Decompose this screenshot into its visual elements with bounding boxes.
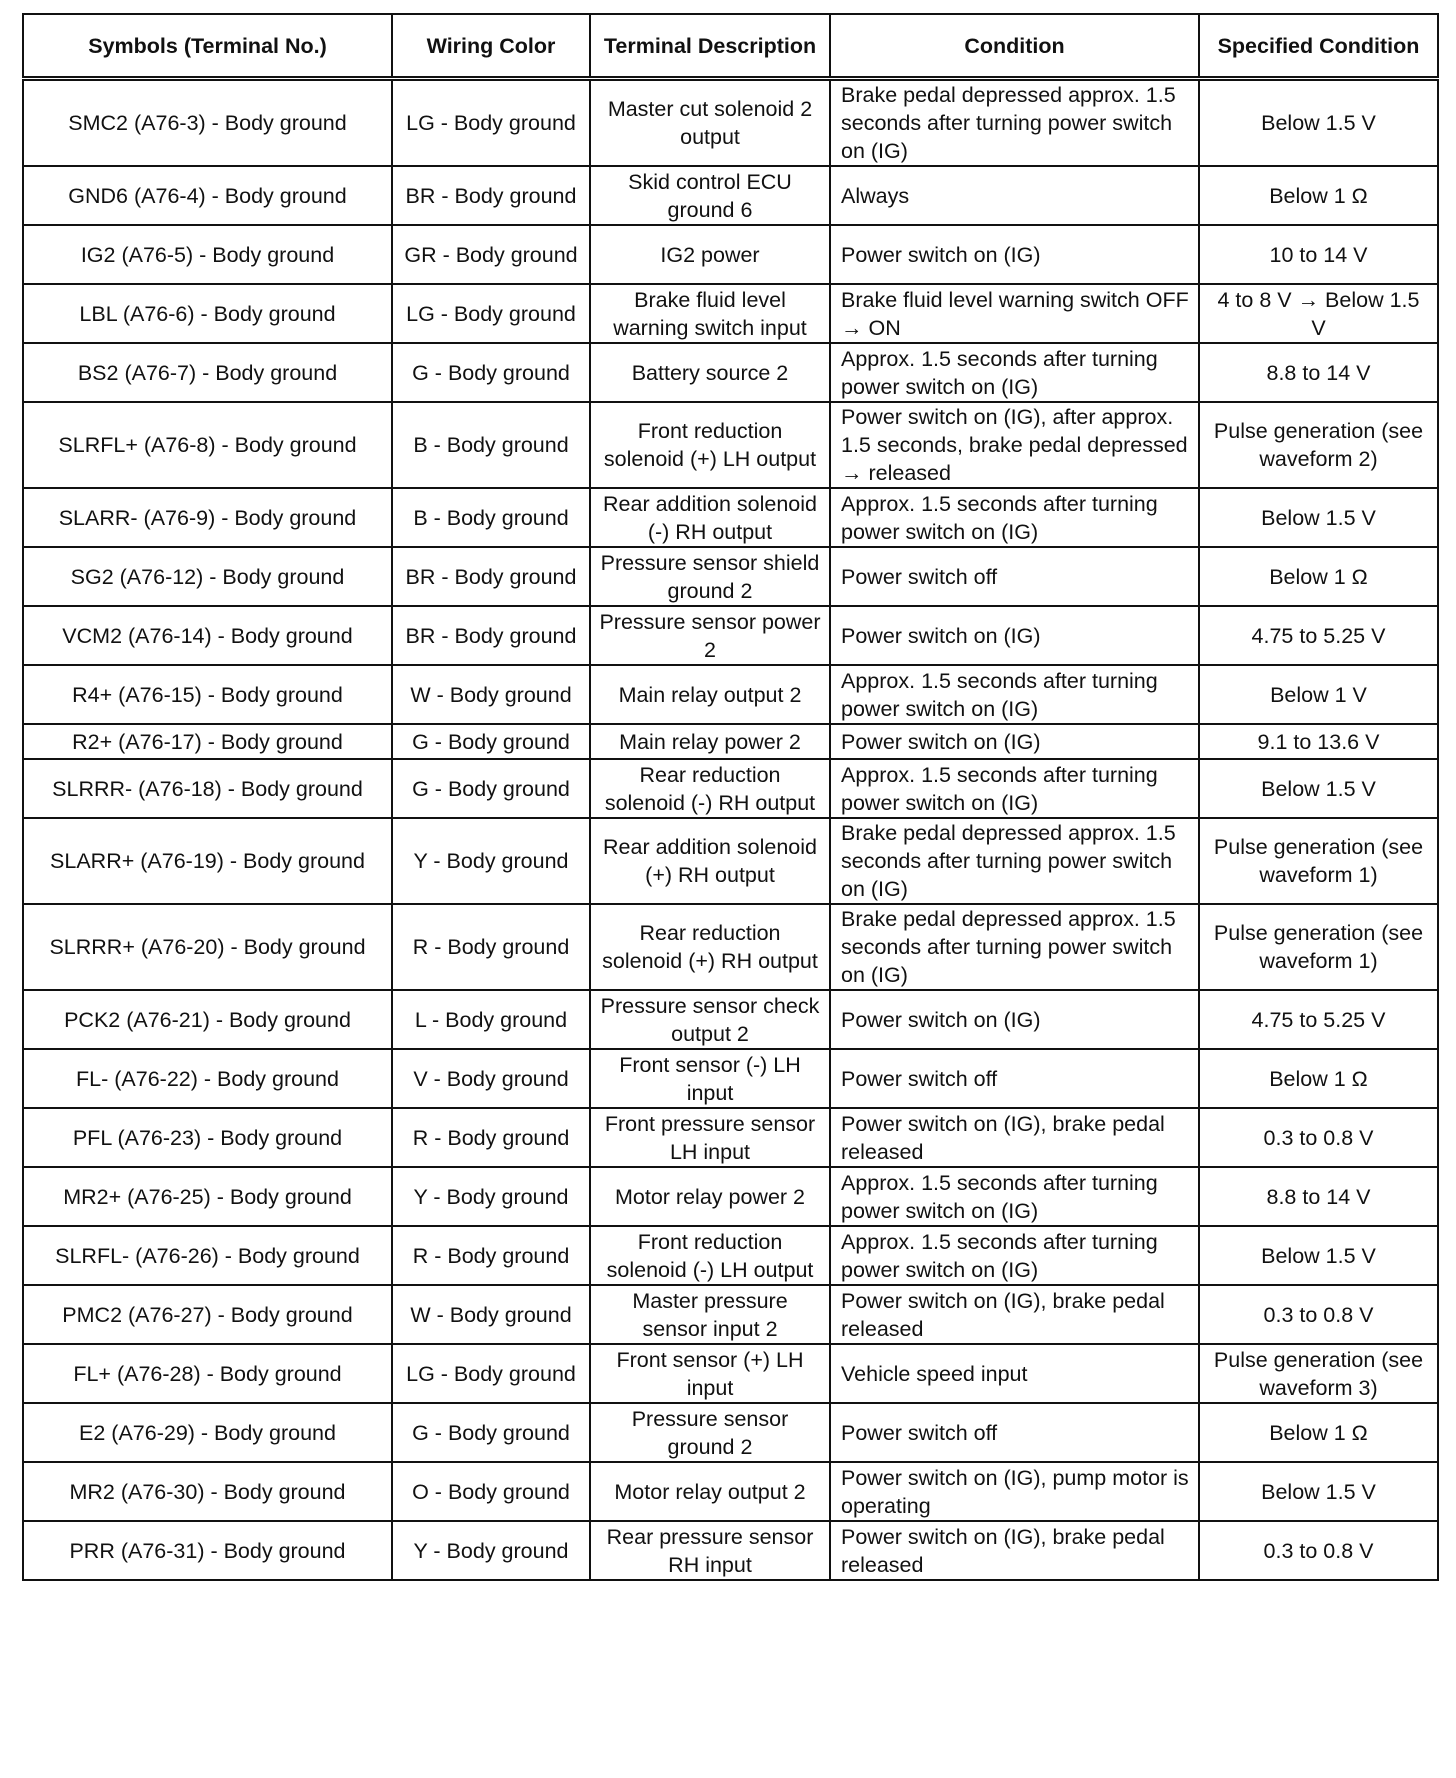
condition-cell: Power switch on (IG)	[830, 724, 1199, 759]
symbol-cell: VCM2 (A76-14) - Body ground	[23, 606, 392, 665]
wiring-color-cell: R - Body ground	[392, 1226, 590, 1285]
table-row	[23, 488, 1438, 547]
condition-cell: Approx. 1.5 seconds after turning power switch on (IG)	[830, 665, 1199, 724]
table-row	[23, 1462, 1438, 1521]
header-condition: Condition	[830, 14, 1199, 79]
header-wiring-color: Wiring Color	[392, 14, 590, 79]
wiring-color-cell: BR - Body ground	[392, 606, 590, 665]
terminal-description-cell: Rear reduction solenoid (-) RH output	[590, 759, 830, 818]
condition-cell: Brake pedal depressed approx. 1.5 seconds after turning power switch on (IG)	[830, 79, 1199, 167]
table-row	[23, 1285, 1438, 1344]
condition-cell: Brake fluid level warning switch OFF → ON	[830, 284, 1199, 343]
symbol-cell: SG2 (A76-12) - Body ground	[23, 547, 392, 606]
specified-condition-cell: Pulse generation (see waveform 2)	[1199, 402, 1438, 488]
terminal-table-container	[22, 13, 1437, 1581]
specified-condition-cell: 4 to 8 V → Below 1.5 V	[1199, 284, 1438, 343]
condition-cell: Power switch on (IG), pump motor is operating	[830, 1462, 1199, 1521]
condition-cell: Power switch on (IG)	[830, 990, 1199, 1049]
condition-cell: Power switch on (IG)	[830, 225, 1199, 284]
wiring-color-cell: G - Body ground	[392, 1403, 590, 1462]
symbol-cell: FL- (A76-22) - Body ground	[23, 1049, 392, 1108]
symbol-cell: MR2+ (A76-25) - Body ground	[23, 1167, 392, 1226]
specified-condition-cell: Below 1.5 V	[1199, 1462, 1438, 1521]
symbol-cell: GND6 (A76-4) - Body ground	[23, 166, 392, 225]
table-row	[23, 1108, 1438, 1167]
symbol-cell: FL+ (A76-28) - Body ground	[23, 1344, 392, 1403]
terminal-description-cell: Master pressure sensor input 2	[590, 1285, 830, 1344]
condition-cell: Power switch on (IG), brake pedal released	[830, 1285, 1199, 1344]
specified-condition-cell: Below 1 Ω	[1199, 547, 1438, 606]
terminal-description-cell: Pressure sensor power 2	[590, 606, 830, 665]
terminal-description-cell: Front sensor (+) LH input	[590, 1344, 830, 1403]
table-row	[23, 547, 1438, 606]
header-symbols: Symbols (Terminal No.)	[23, 14, 392, 79]
specified-condition-cell: 10 to 14 V	[1199, 225, 1438, 284]
symbol-cell: IG2 (A76-5) - Body ground	[23, 225, 392, 284]
terminal-description-cell: Rear pressure sensor RH input	[590, 1521, 830, 1580]
terminal-description-cell: Skid control ECU ground 6	[590, 166, 830, 225]
symbol-cell: BS2 (A76-7) - Body ground	[23, 343, 392, 402]
table-row	[23, 818, 1438, 904]
symbol-cell: SLARR+ (A76-19) - Body ground	[23, 818, 392, 904]
table-header-row	[23, 14, 1438, 79]
condition-cell: Power switch off	[830, 547, 1199, 606]
symbol-cell: E2 (A76-29) - Body ground	[23, 1403, 392, 1462]
wiring-color-cell: W - Body ground	[392, 665, 590, 724]
table-row	[23, 402, 1438, 488]
terminal-description-cell: Pressure sensor ground 2	[590, 1403, 830, 1462]
wiring-color-cell: R - Body ground	[392, 904, 590, 990]
condition-cell: Vehicle speed input	[830, 1344, 1199, 1403]
terminal-description-cell: Brake fluid level warning switch input	[590, 284, 830, 343]
condition-cell: Power switch off	[830, 1049, 1199, 1108]
table-row	[23, 225, 1438, 284]
specified-condition-cell: Below 1 Ω	[1199, 1403, 1438, 1462]
symbol-cell: R2+ (A76-17) - Body ground	[23, 724, 392, 759]
table-row	[23, 343, 1438, 402]
symbol-cell: MR2 (A76-30) - Body ground	[23, 1462, 392, 1521]
condition-cell: Power switch on (IG), brake pedal released	[830, 1108, 1199, 1167]
wiring-color-cell: BR - Body ground	[392, 547, 590, 606]
wiring-color-cell: O - Body ground	[392, 1462, 590, 1521]
terminal-description-cell: Rear addition solenoid (+) RH output	[590, 818, 830, 904]
header-specified-condition: Specified Condition	[1199, 14, 1438, 79]
symbol-cell: R4+ (A76-15) - Body ground	[23, 665, 392, 724]
condition-cell: Power switch on (IG), brake pedal released	[830, 1521, 1199, 1580]
symbol-cell: LBL (A76-6) - Body ground	[23, 284, 392, 343]
terminal-description-cell: Rear addition solenoid (-) RH output	[590, 488, 830, 547]
specified-condition-cell: 9.1 to 13.6 V	[1199, 724, 1438, 759]
table-row	[23, 990, 1438, 1049]
terminal-description-cell: Pressure sensor shield ground 2	[590, 547, 830, 606]
wiring-color-cell: GR - Body ground	[392, 225, 590, 284]
table-row	[23, 724, 1438, 759]
specified-condition-cell: Below 1.5 V	[1199, 759, 1438, 818]
wiring-color-cell: L - Body ground	[392, 990, 590, 1049]
terminal-description-cell: Front sensor (-) LH input	[590, 1049, 830, 1108]
wiring-color-cell: B - Body ground	[392, 402, 590, 488]
table-row	[23, 1167, 1438, 1226]
wiring-color-cell: LG - Body ground	[392, 1344, 590, 1403]
condition-cell: Approx. 1.5 seconds after turning power switch on (IG)	[830, 1226, 1199, 1285]
specified-condition-cell: Below 1.5 V	[1199, 79, 1438, 167]
table-row	[23, 284, 1438, 343]
condition-cell: Approx. 1.5 seconds after turning power switch on (IG)	[830, 1167, 1199, 1226]
condition-cell: Always	[830, 166, 1199, 225]
table-row	[23, 79, 1438, 167]
condition-cell: Approx. 1.5 seconds after turning power switch on (IG)	[830, 343, 1199, 402]
terminal-description-cell: Rear reduction solenoid (+) RH output	[590, 904, 830, 990]
header-terminal-description: Terminal Description	[590, 14, 830, 79]
wiring-color-cell: BR - Body ground	[392, 166, 590, 225]
specified-condition-cell: 8.8 to 14 V	[1199, 1167, 1438, 1226]
specified-condition-cell: Below 1.5 V	[1199, 1226, 1438, 1285]
specified-condition-cell: Pulse generation (see waveform 1)	[1199, 818, 1438, 904]
condition-cell: Brake pedal depressed approx. 1.5 seconds after turning power switch on (IG)	[830, 818, 1199, 904]
wiring-color-cell: G - Body ground	[392, 759, 590, 818]
condition-cell: Approx. 1.5 seconds after turning power switch on (IG)	[830, 488, 1199, 547]
table-row	[23, 665, 1438, 724]
wiring-color-cell: R - Body ground	[392, 1108, 590, 1167]
table-row	[23, 1049, 1438, 1108]
wiring-color-cell: LG - Body ground	[392, 79, 590, 167]
symbol-cell: PRR (A76-31) - Body ground	[23, 1521, 392, 1580]
symbol-cell: PCK2 (A76-21) - Body ground	[23, 990, 392, 1049]
table-row	[23, 1403, 1438, 1462]
wiring-color-cell: Y - Body ground	[392, 1521, 590, 1580]
terminal-description-cell: Motor relay power 2	[590, 1167, 830, 1226]
condition-cell: Power switch on (IG), after approx. 1.5 seconds, brake pedal depressed → released	[830, 402, 1199, 488]
terminal-description-cell: Pressure sensor check output 2	[590, 990, 830, 1049]
specified-condition-cell: 0.3 to 0.8 V	[1199, 1521, 1438, 1580]
symbol-cell: PFL (A76-23) - Body ground	[23, 1108, 392, 1167]
wiring-color-cell: Y - Body ground	[392, 818, 590, 904]
wiring-color-cell: G - Body ground	[392, 343, 590, 402]
table-row	[23, 759, 1438, 818]
terminal-description-cell: Battery source 2	[590, 343, 830, 402]
symbol-cell: SMC2 (A76-3) - Body ground	[23, 79, 392, 167]
table-row	[23, 606, 1438, 665]
specified-condition-cell: 4.75 to 5.25 V	[1199, 990, 1438, 1049]
table-body	[23, 79, 1438, 1581]
symbol-cell: SLRRR- (A76-18) - Body ground	[23, 759, 392, 818]
specified-condition-cell: Pulse generation (see waveform 1)	[1199, 904, 1438, 990]
specified-condition-cell: 8.8 to 14 V	[1199, 343, 1438, 402]
table-row	[23, 904, 1438, 990]
symbol-cell: SLRFL- (A76-26) - Body ground	[23, 1226, 392, 1285]
table-row	[23, 1521, 1438, 1580]
symbol-cell: SLRFL+ (A76-8) - Body ground	[23, 402, 392, 488]
wiring-color-cell: Y - Body ground	[392, 1167, 590, 1226]
specified-condition-cell: 0.3 to 0.8 V	[1199, 1285, 1438, 1344]
specified-condition-cell: 4.75 to 5.25 V	[1199, 606, 1438, 665]
terminal-description-cell: IG2 power	[590, 225, 830, 284]
condition-cell: Approx. 1.5 seconds after turning power switch on (IG)	[830, 759, 1199, 818]
symbol-cell: SLARR- (A76-9) - Body ground	[23, 488, 392, 547]
wiring-color-cell: V - Body ground	[392, 1049, 590, 1108]
table-row	[23, 166, 1438, 225]
wiring-color-cell: LG - Body ground	[392, 284, 590, 343]
specified-condition-cell: Below 1 Ω	[1199, 166, 1438, 225]
condition-cell: Power switch on (IG)	[830, 606, 1199, 665]
terminal-description-cell: Main relay power 2	[590, 724, 830, 759]
specified-condition-cell: Below 1 V	[1199, 665, 1438, 724]
terminal-specification-table	[22, 13, 1439, 1581]
terminal-description-cell: Front pressure sensor LH input	[590, 1108, 830, 1167]
wiring-color-cell: W - Body ground	[392, 1285, 590, 1344]
terminal-description-cell: Front reduction solenoid (+) LH output	[590, 402, 830, 488]
wiring-color-cell: B - Body ground	[392, 488, 590, 547]
terminal-description-cell: Motor relay output 2	[590, 1462, 830, 1521]
terminal-description-cell: Main relay output 2	[590, 665, 830, 724]
symbol-cell: SLRRR+ (A76-20) - Body ground	[23, 904, 392, 990]
condition-cell: Brake pedal depressed approx. 1.5 seconds after turning power switch on (IG)	[830, 904, 1199, 990]
specified-condition-cell: Below 1.5 V	[1199, 488, 1438, 547]
condition-cell: Power switch off	[830, 1403, 1199, 1462]
specified-condition-cell: Pulse generation (see waveform 3)	[1199, 1344, 1438, 1403]
terminal-description-cell: Front reduction solenoid (-) LH output	[590, 1226, 830, 1285]
specified-condition-cell: Below 1 Ω	[1199, 1049, 1438, 1108]
specified-condition-cell: 0.3 to 0.8 V	[1199, 1108, 1438, 1167]
wiring-color-cell: G - Body ground	[392, 724, 590, 759]
terminal-description-cell: Master cut solenoid 2 output	[590, 79, 830, 167]
table-row	[23, 1344, 1438, 1403]
symbol-cell: PMC2 (A76-27) - Body ground	[23, 1285, 392, 1344]
table-row	[23, 1226, 1438, 1285]
